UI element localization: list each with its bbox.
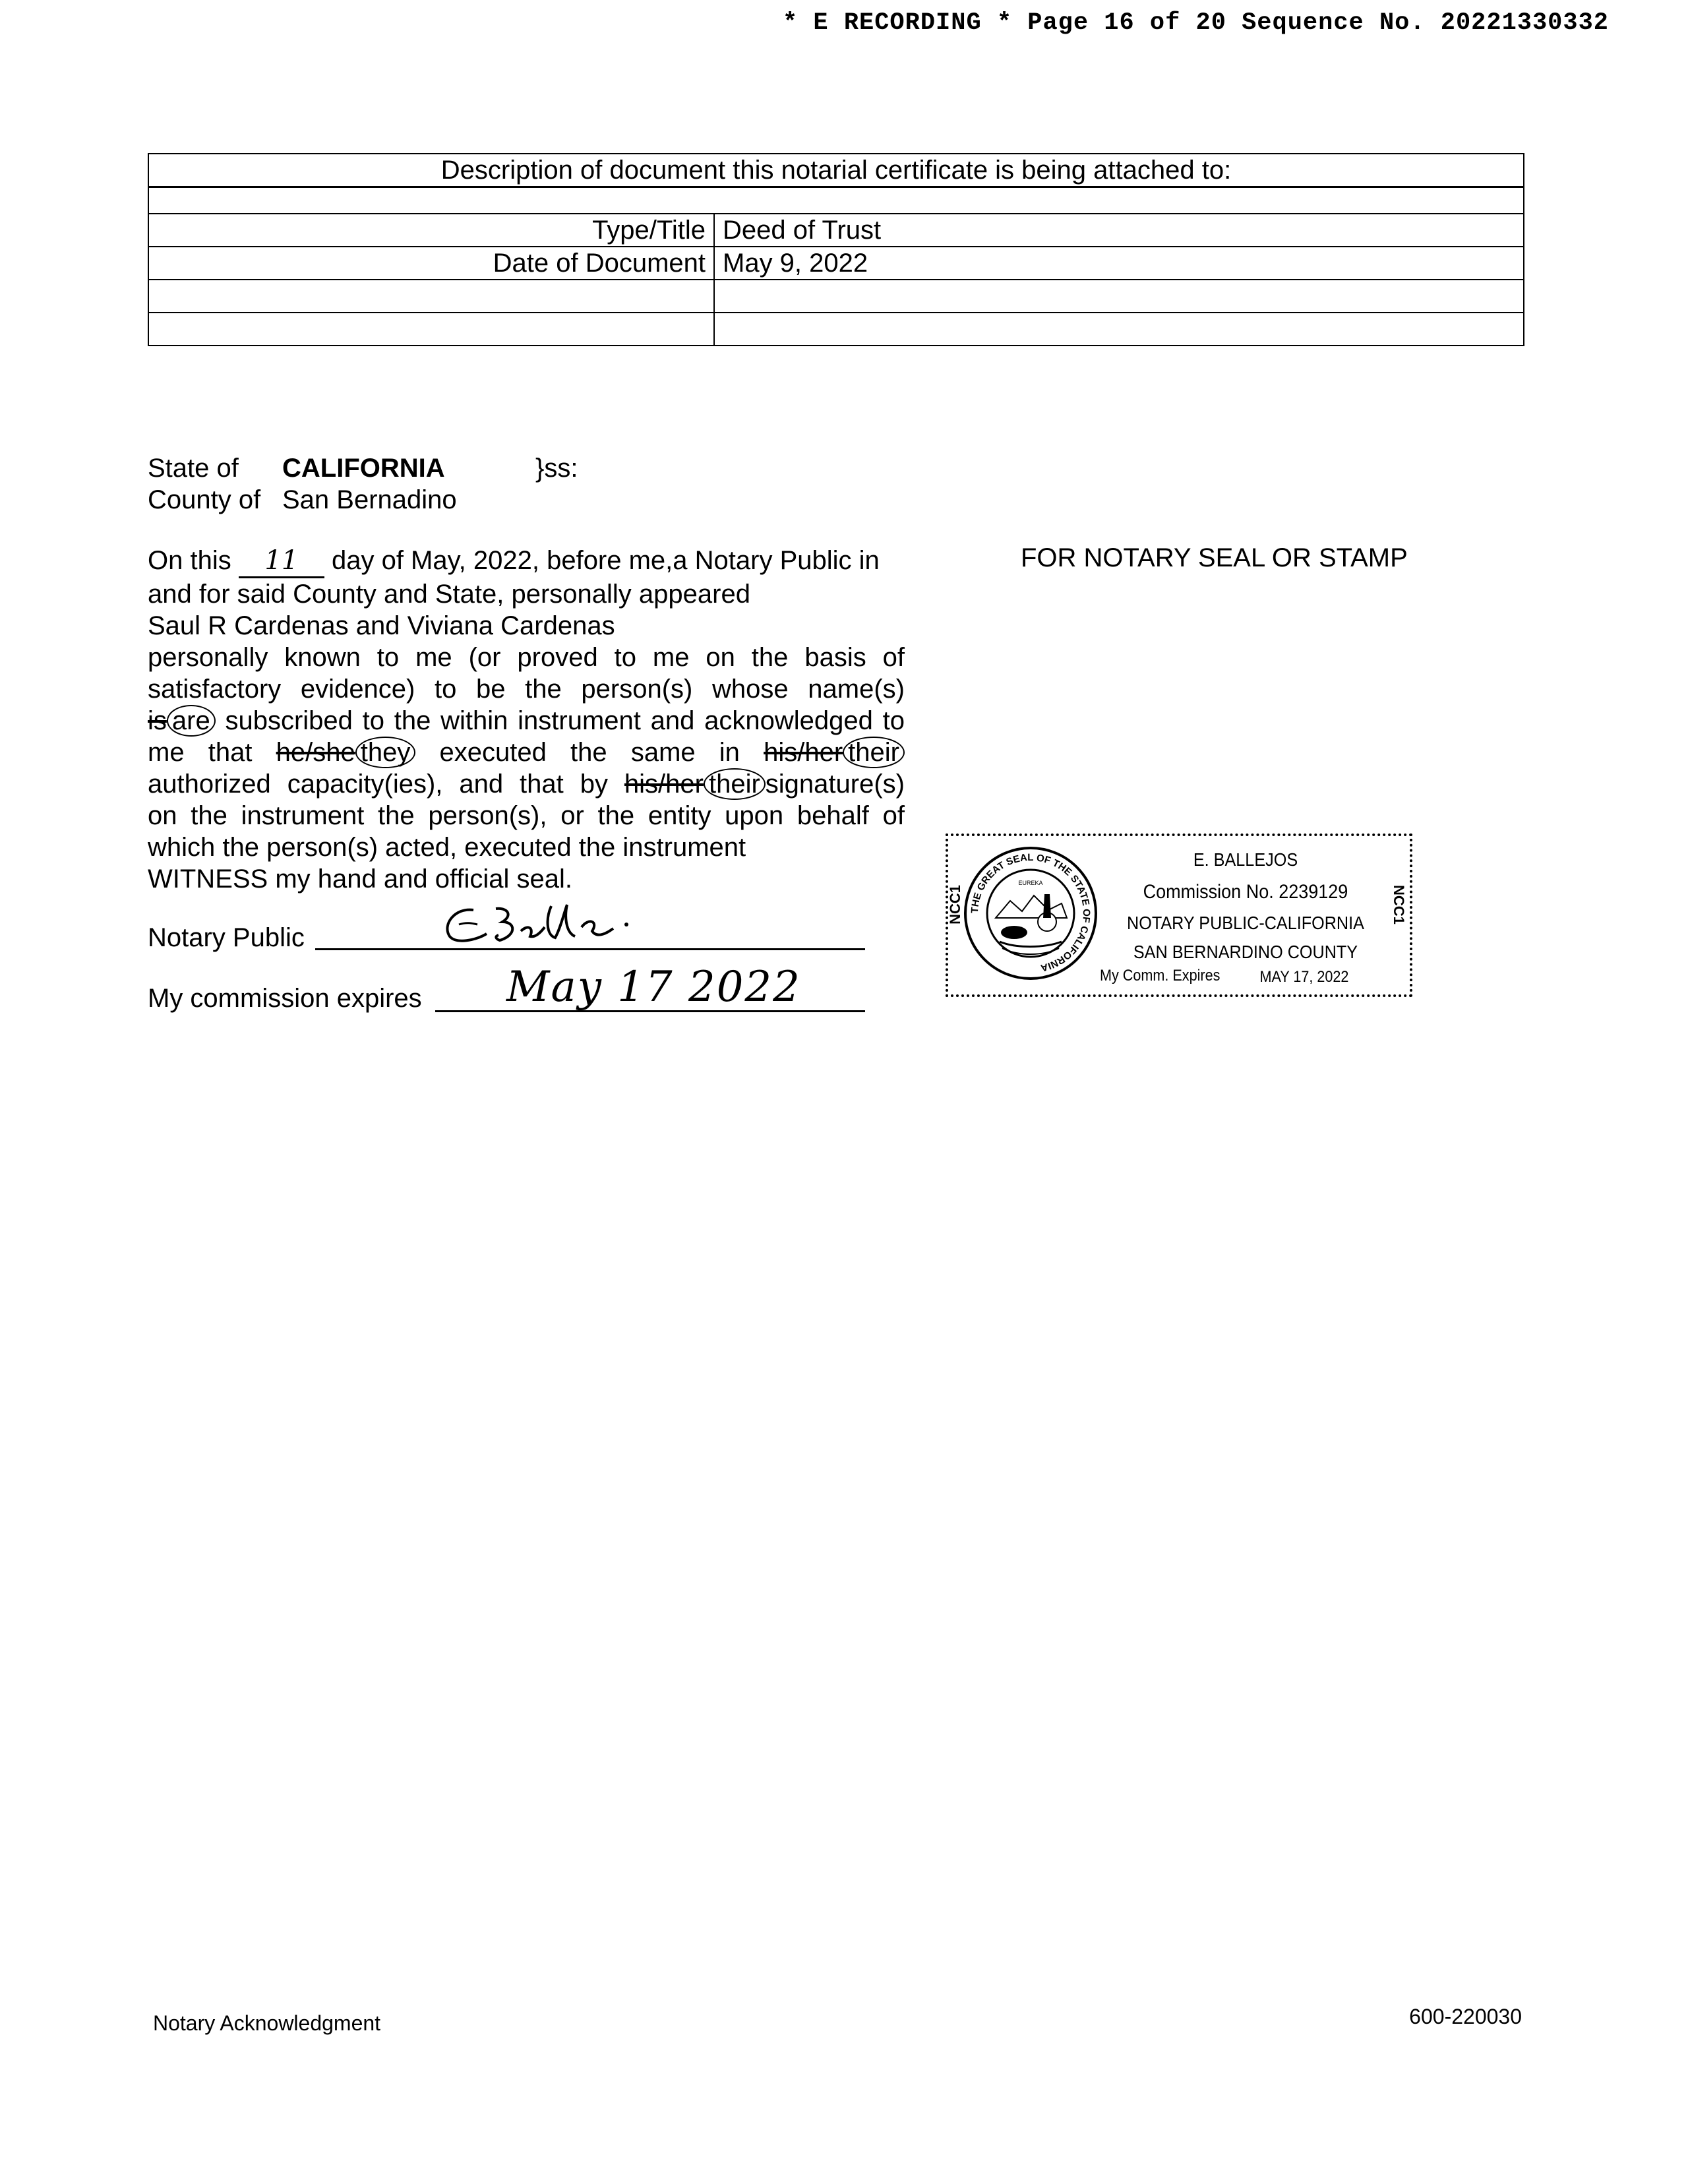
commission-expires-line <box>435 963 865 1012</box>
stamp-commission: Commission No. 2239129 <box>1143 881 1348 903</box>
stamp-expires-date: MAY 17, 2022 <box>1259 968 1349 986</box>
table-heading: Description of document this notarial certificate is being attached to: <box>148 154 1524 187</box>
stamp-name: E. BALLEJOS <box>1193 849 1298 870</box>
ack-line1: day of May, 2022, before me,a Notary Public in <box>331 546 880 575</box>
county-label: County of <box>148 485 261 514</box>
ack-line4: personally known to me (or proved to me on the basis of <box>148 643 905 672</box>
ack-line5: satisfactory evidence) to be the person(s) whose name(s) <box>148 675 905 704</box>
date-of-document-value: May 9, 2022 <box>714 247 1524 280</box>
stamp-side-code-left: NCC1 <box>947 885 963 925</box>
table-row <box>148 214 1524 247</box>
day-handwritten: 11 <box>239 545 324 578</box>
state-value: CALIFORNIA <box>282 454 445 483</box>
notary-signature-line <box>315 907 865 950</box>
ack-line11: WITNESS my hand and official seal. <box>148 864 572 894</box>
ack-line6: subscribed to the within instrument and acknowledged to <box>225 706 905 735</box>
acknowledgment-paragraph <box>148 545 905 895</box>
empty-cell <box>148 313 714 346</box>
type-title-label: Type/Title <box>148 214 714 247</box>
california-seal-icon <box>963 845 1099 981</box>
executed-same-in: executed the same in <box>439 738 740 767</box>
empty-cell <box>148 280 714 313</box>
ack-line10: which the person(s) acted, executed the instrument <box>148 833 746 862</box>
footer-right: 600-220030 <box>1409 2005 1522 2028</box>
their-circled-2: their <box>704 768 766 800</box>
commission-expires-label: My commission expires <box>148 984 422 1013</box>
ack-line2: and for said County and State, personally appeared <box>148 580 750 609</box>
ack-line3: Saul R Cardenas and Viviana Cardenas <box>148 611 615 640</box>
table-row <box>148 247 1524 280</box>
me-that: me that <box>148 738 253 767</box>
they-circled: they <box>355 737 416 768</box>
ss-mark: }ss: <box>535 454 578 483</box>
ack-line9: on the instrument the person(s), or the entity upon behalf of <box>148 801 905 830</box>
seal-ring-text: THE GREAT SEAL OF THE STATE OF CALIFORNIA <box>969 851 1093 974</box>
is-struck: is <box>148 706 167 735</box>
table-blank-row <box>148 187 1524 214</box>
table-row <box>148 280 1524 313</box>
heshe-struck: he/she <box>276 738 355 767</box>
notary-public-label: Notary Public <box>148 923 305 952</box>
footer-left: Notary Acknowledgment <box>153 2011 381 2035</box>
state-label: State of <box>148 454 239 483</box>
date-of-document-label: Date of Document <box>148 247 714 280</box>
stamp-side-code-right: NCC1 <box>1391 885 1407 925</box>
signature-text: signature(s) <box>765 770 905 799</box>
on-this-text: On this <box>148 546 231 575</box>
hisher-struck: his/her <box>764 738 843 767</box>
seal-motto: EUREKA <box>1018 880 1043 886</box>
recording-header: * E RECORDING * Page 16 of 20 Sequence No. 20221330332 <box>783 9 1609 37</box>
notary-signature-icon <box>435 898 659 948</box>
empty-cell <box>714 280 1524 313</box>
commission-expires-handwritten: May 17 2022 <box>506 963 801 1012</box>
empty-cell <box>714 313 1524 346</box>
type-title-value: Deed of Trust <box>714 214 1524 247</box>
authorized-text: authorized capacity(ies), and that by <box>148 770 608 799</box>
county-value: San Bernadino <box>282 485 457 514</box>
stamp-county: SAN BERNARDINO COUNTY <box>1133 942 1358 962</box>
seal-area-label: FOR NOTARY SEAL OR STAMP <box>1021 543 1408 572</box>
notary-stamp <box>946 834 1412 997</box>
are-circled: are <box>167 705 216 737</box>
stamp-title: NOTARY PUBLIC-CALIFORNIA <box>1127 913 1364 933</box>
stamp-expires-label: My Comm. Expires <box>1100 967 1221 985</box>
table-row <box>148 313 1524 346</box>
their-circled: their <box>843 737 905 768</box>
hisher-struck-2: his/her <box>624 770 704 799</box>
document-description-table <box>148 153 1524 346</box>
